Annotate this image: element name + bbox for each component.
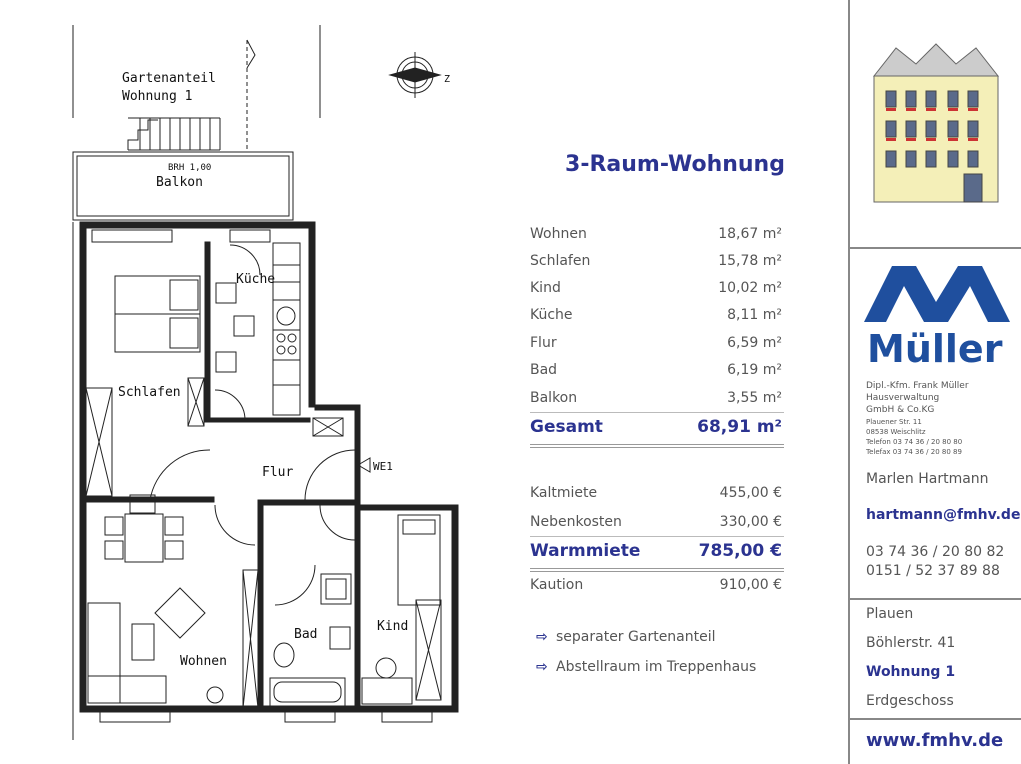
- contact-name: Marlen Hartmann: [866, 471, 989, 487]
- divider: [530, 412, 784, 413]
- divider: [530, 536, 784, 537]
- logo-text: Müller: [867, 327, 1003, 370]
- compass-label: Z: [444, 74, 451, 85]
- divider: [850, 247, 1021, 249]
- brh-label: BRH 1,00: [168, 163, 212, 173]
- company-city: 08538 Weischlitz: [866, 428, 926, 436]
- area-row: Küche 8,11 m²: [530, 307, 782, 323]
- area-row: Kind 10,02 m²: [530, 280, 782, 296]
- feature-item: ⇨ Abstellraum im Treppenhaus: [536, 659, 757, 675]
- arrow-right-icon: ⇨: [536, 659, 548, 675]
- garden-label: Gartenanteil: [122, 71, 216, 86]
- kind-label: Kind: [377, 619, 409, 634]
- contact-mobile: 0151 / 52 37 89 88: [866, 563, 1000, 579]
- wohnen-label: Wohnen: [180, 654, 227, 669]
- kaution-row: Kaution 910,00 €: [530, 577, 782, 593]
- company-legal: GmbH & Co.KG: [866, 405, 935, 415]
- kaltmiete-row: Kaltmiete 455,00 €: [530, 485, 782, 501]
- area-row: Schlafen 15,78 m²: [530, 253, 782, 269]
- divider: [530, 444, 784, 448]
- company-fax: Telefax 03 74 36 / 20 80 89: [866, 448, 962, 456]
- flur-label: Flur: [262, 465, 294, 480]
- apartment-info: [520, 0, 848, 764]
- website-link[interactable]: www.fmhv.de: [866, 730, 1004, 751]
- location-floor: Erdgeschoss: [866, 693, 954, 709]
- area-row: Balkon 3,55 m²: [530, 390, 782, 406]
- balkon-label: Balkon: [156, 175, 203, 190]
- page-title: 3-Raum-Wohnung: [565, 152, 785, 177]
- company-logo: [864, 262, 1010, 370]
- total-row: Gesamt 68,91 m²: [530, 417, 782, 437]
- contact-phone: 03 74 36 / 20 80 82: [866, 544, 1005, 560]
- company-name: Dipl.-Kfm. Frank Müller: [866, 381, 969, 391]
- contact-email[interactable]: hartmann@fmhv.de: [866, 507, 1021, 523]
- arrow-right-icon: ⇨: [536, 629, 548, 645]
- nebenkosten-row: Nebenkosten 330,00 €: [530, 514, 782, 530]
- kueche-label: Küche: [236, 272, 276, 287]
- schlafen-label: Schlafen: [118, 385, 181, 400]
- garden-unit-label: Wohnung 1: [122, 89, 193, 104]
- feature-item: ⇨ separater Gartenanteil: [536, 629, 716, 645]
- company-phone: Telefon 03 74 36 / 20 80 80: [866, 438, 963, 446]
- location-street: Böhlerstr. 41: [866, 635, 956, 651]
- location-unit: Wohnung 1: [866, 664, 956, 680]
- company-type: Hausverwaltung: [866, 393, 940, 403]
- building-illustration: [866, 36, 1006, 212]
- bad-label: Bad: [294, 627, 318, 642]
- area-row: Bad 6,19 m²: [530, 362, 782, 378]
- divider: [530, 568, 784, 572]
- divider: [850, 598, 1021, 600]
- company-street: Plauener Str. 11: [866, 418, 922, 426]
- location-city: Plauen: [866, 606, 914, 622]
- area-row: Flur 6,59 m²: [530, 335, 782, 351]
- contact-sidebar: [848, 0, 1021, 764]
- warmmiete-row: Warmmiete 785,00 €: [530, 541, 782, 561]
- divider: [850, 718, 1021, 720]
- area-row: Wohnen 18,67 m²: [530, 226, 782, 242]
- we-label: WE1: [373, 460, 393, 473]
